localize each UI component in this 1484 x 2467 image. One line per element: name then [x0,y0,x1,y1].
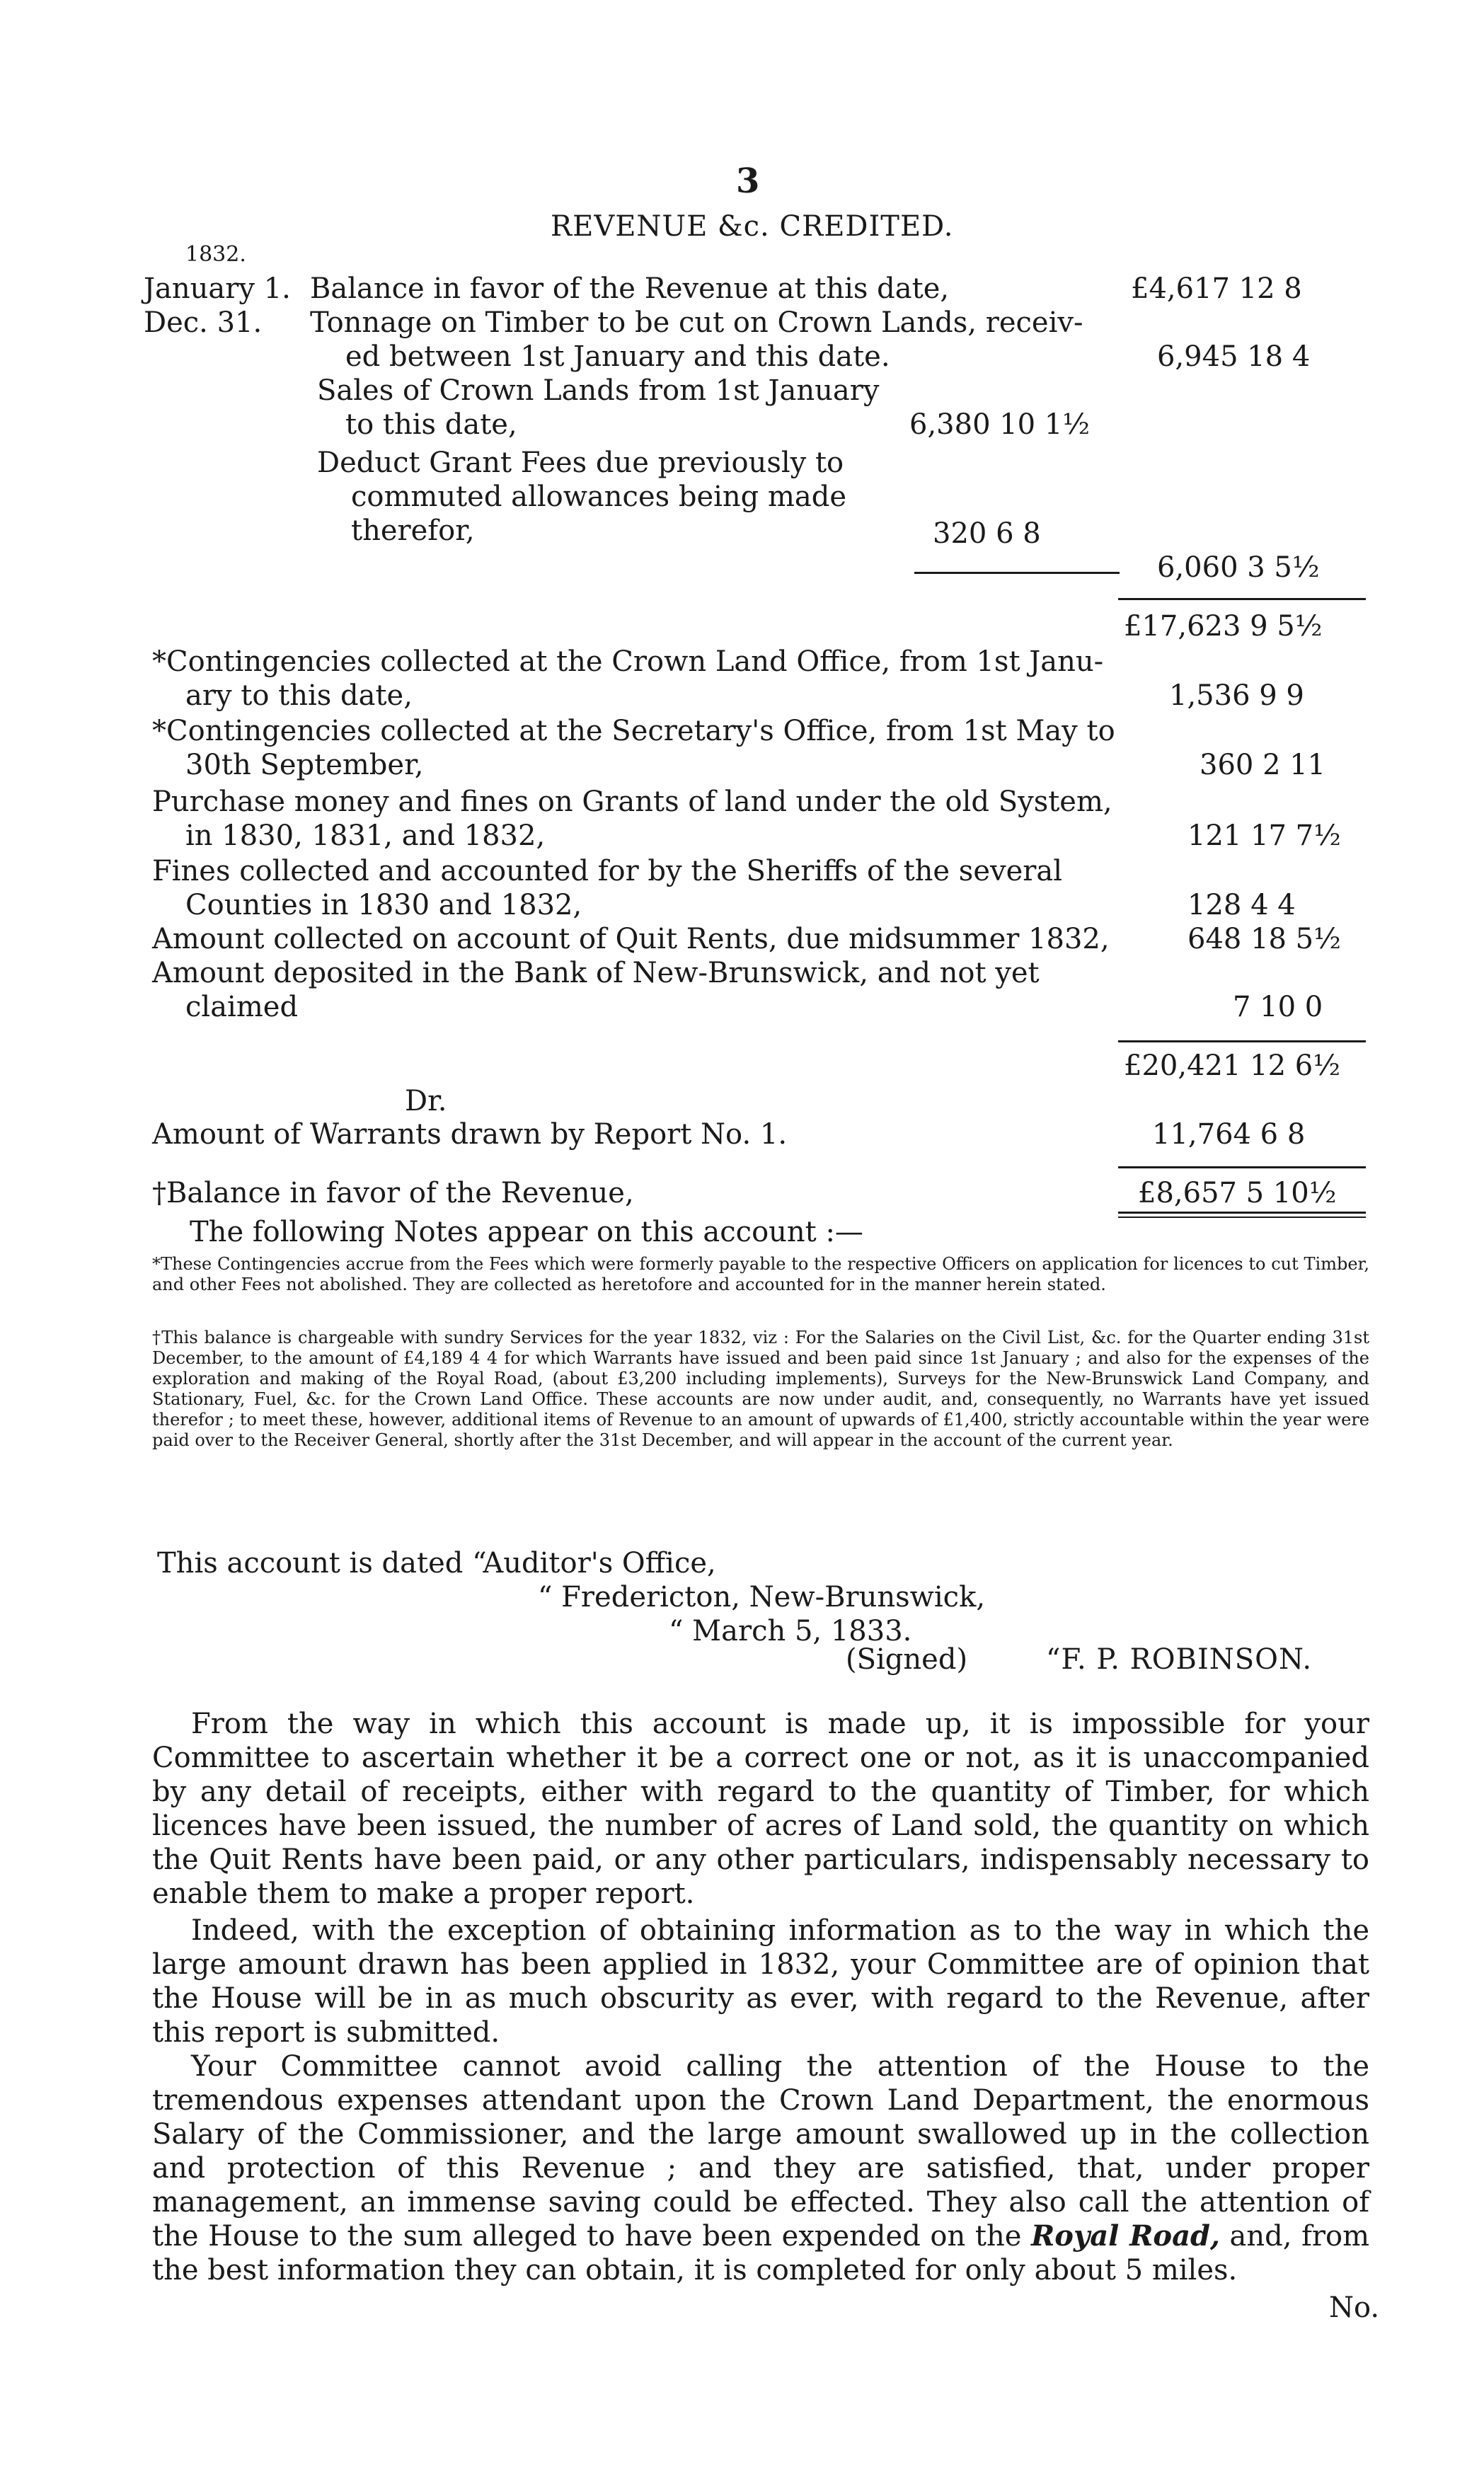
total-amount: £20,421 12 6½ [1124,1050,1340,1082]
sales-line1: Sales of Crown Lands from 1st January [317,374,880,407]
signature: “F. P. ROBINSON. [1046,1643,1313,1676]
quit-rents-amount: 648 18 5½ [1187,923,1341,955]
warrants-text: Amount of Warrants drawn by Report No. 1. [152,1118,788,1151]
rule-balance [1118,1166,1366,1168]
deduct-amount: 320 6 8 [933,517,1041,550]
paragraph-1-text: From the way in which this account is made up, it is impossible for your Committee to ascertain whether it be a correct one or not, as it is unaccompanied by any detail of receipts, either with regard to the quantity of Timber, for which licences have been issued, the number of acres of Land sold, the quantity on which the Quit Rents have been paid, or any other particulars, indispensably necessary to enable them to make a proper report. [152,1708,1369,1910]
year-label: 1832. [185,242,246,267]
note-contingencies: *These Contingencies accrue from the Fees which were formerly payable to the respective Officers on application for licences to cut Timber, and other Fees not abolished. They are collected as heretofore and accounted for in the manner herein stated. [152,1254,1369,1294]
paragraph-3-text-a: Your Committee cannot avoid calling the attention of the House to the tremendous expenses attendant upon the Crown Land Department, the enormous Salary of the Commissioner, and the large amount swallowed up in the collection and protection of this Revenue ; and they are satisfied, that, under proper management, an immense saving could be effected. They also call the attention of the House to the sum alleged to have been expended on the [152,2050,1369,2253]
balance-amount: £8,657 5 10½ [1138,1177,1337,1209]
paragraph-3 [152,2049,1369,2287]
signed-label: (Signed) [846,1643,968,1676]
page-heading: REVENUE &c. CREDITED. [551,210,954,243]
paragraph-2-text: Indeed, with the exception of obtaining information as to the way in which the large amount drawn has been applied in 1832, your Committee are of opinion that the House will be in as much obscurity as ever, with regard to the Revenue, after this report is submitted. [152,1914,1369,2049]
tonnage-line1: Tonnage on Timber to be cut on Crown Lands, receiv- [310,306,1083,339]
page-number: 3 [736,161,760,201]
contingencies-crown-line1: *Contingencies collected at the Crown Land Office, from 1st Janu- [152,645,1104,678]
fines-sheriffs-line1: Fines collected and accounted for by the Sheriffs of the several [152,855,1063,887]
date-dec-31: Dec. 31. [144,306,263,339]
dr-label: Dr. [405,1085,447,1117]
notes-intro: The following Notes appear on this account :— [190,1216,863,1248]
dating-line2: “ Fredericton, New-Brunswick, [538,1581,986,1614]
subtotal-amount: £17,623 9 5½ [1124,610,1323,643]
deduct-line3: therefor, [351,514,475,547]
warrants-amount: 11,764 6 8 [1152,1118,1306,1151]
rule-subtotal [1118,598,1366,600]
bank-deposit-line2: claimed [185,991,299,1023]
purchase-money-amount: 121 17 7½ [1187,820,1341,852]
bank-deposit-line1: Amount deposited in the Bank of New-Brunswick, and not yet [152,957,1040,989]
paragraph-2 [152,1914,1369,2049]
contingencies-secretary-line2: 30th September, [185,749,424,781]
tonnage-line2: ed between 1st January and this date. [345,340,890,373]
paragraph-1 [152,1707,1369,1911]
entry-balance-amount: £4,617 12 8 [1131,272,1302,305]
fines-sheriffs-amount: 128 4 4 [1187,889,1296,921]
sales-amount: 6,380 10 1½ [909,408,1091,441]
dating-line1: This account is dated “Auditor's Office, [157,1547,716,1580]
purchase-money-line2: in 1830, 1831, and 1832, [185,820,546,852]
quit-rents-text: Amount collected on account of Quit Rents, due midsummer 1832, [152,923,1110,955]
tonnage-amount: 6,945 18 4 [1157,340,1311,373]
dating-line3: “ March 5, 1833. [669,1615,912,1647]
paragraph-3-text-b: and, from the best information they can obtain, it is completed for only about 5 miles. [152,2220,1370,2287]
rule-deduct [914,572,1120,574]
deduct-line1: Deduct Grant Fees due previously to [317,447,844,479]
bank-deposit-amount: 7 10 0 [1233,991,1323,1023]
note-balance: †This balance is chargeable with sundry Services for the year 1832, viz : For the Salaries on the Civil List, &c. for the Quarter ending 31st December, to the amount of £4,189 4 4 for which Warrants have issued and been paid since 1st January ; and also for the expenses of the exploration and making of the Royal Road, (about £3,200 including implements), Surveys for the New-Brunswick Land Company, and Stationary, Fuel, &c. for the Crown Land Office. These accounts are now under audit, and, consequently, no Warrants have yet issued therefor ; to meet these, however, additional items of Revenue to an amount of upwards of £1,400, strictly accountable within the year were paid over to the Receiver General, shortly after the 31st December, and will appear in the account of the current year. [152,1328,1369,1450]
fines-sheriffs-line2: Counties in 1830 and 1832, [185,889,582,921]
net-sales-amount: 6,060 3 5½ [1157,551,1320,584]
rule-total [1118,1040,1366,1042]
contingencies-secretary-line1: *Contingencies collected at the Secretary's Office, from 1st May to [152,715,1115,747]
deduct-line2: commuted allowances being made [351,481,847,513]
date-january-1: January 1. [144,272,291,305]
purchase-money-line1: Purchase money and fines on Grants of land under the old System, [152,786,1112,818]
sales-line2: to this date, [345,408,517,441]
balance-text: †Balance in favor of the Revenue, [152,1177,634,1209]
royal-road-text: Royal Road, [1031,2219,1220,2253]
catchword: No. [1329,2291,1380,2324]
entry-balance-text: Balance in favor of the Revenue at this date, [310,272,950,305]
contingencies-crown-amount: 1,536 9 9 [1169,679,1304,712]
rule-balance-double [1118,1212,1366,1218]
contingencies-secretary-amount: 360 2 11 [1200,749,1326,781]
contingencies-crown-line2: ary to this date, [185,679,413,712]
